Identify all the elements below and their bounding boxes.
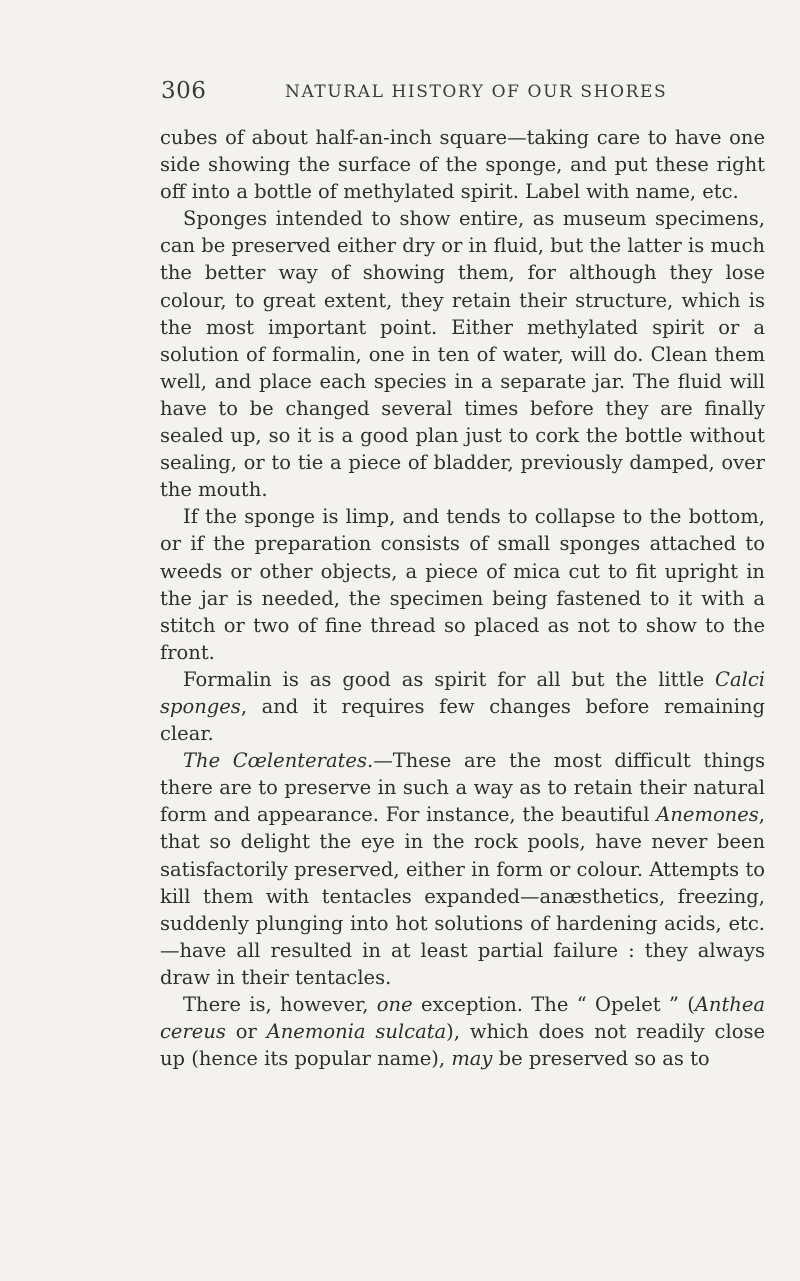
paragraph-text: ), which does not readily close up (hence its popular name), [160, 1020, 765, 1071]
italic-term-anemonia-sulcata: Anemonia sulcata [266, 1020, 447, 1044]
section-heading-coelenterates: The Cœlenterates. [183, 749, 374, 773]
page-body [160, 124, 765, 1072]
paragraph-text: exception. The “ Opelet ” ( [412, 993, 695, 1016]
italic-term-calci-sponges: Calci sponges [160, 667, 765, 718]
italic-emphasis-may: may [451, 1047, 493, 1071]
running-head: NATURAL HISTORY OF OUR SHORES [285, 82, 668, 102]
italic-emphasis-one: one [376, 993, 413, 1016]
paragraph-coelenterates [160, 747, 765, 991]
paragraph-text: There is, however, [183, 993, 377, 1016]
paragraph-opelet [160, 991, 765, 1072]
paragraph-text: be preserved so as to [492, 1047, 710, 1071]
paragraph-text: Formalin is as good as spirit for all but the little [183, 667, 716, 691]
paragraph-text: —These are the most difficult things there are to preserve in such a way as to retain their natural form and appearance. For instance, the beautiful [160, 749, 766, 827]
page-header [0, 78, 800, 108]
paragraph-text: , and it requires few changes before remaining clear. [160, 694, 765, 746]
paragraph-museum-specimens: Sponges intended to show entire, as museum specimens, can be preserved either dry or in fluid, but the latter is much the better way of showing them, for although they lose colour, to great extent, they retain their structure, which is the most important point. Either methylated spirit or a solution of formalin, one in ten of water, will do. Clean them well, and place each species in a separate jar. The fluid will have to be changed several times before they are finally sealed up, so it is a good plan just to cork the bottle without sealing, or to tie a piece of bladder, previously damped, over the mouth. [160, 207, 765, 502]
paragraph-continuation: cubes of about half-an-inch square—taking care to have one side showing the surface of the sponge, and put these right off into a bottle of methylated spirit. Label with name, etc. [160, 126, 765, 204]
paragraph-text: or [225, 1020, 267, 1044]
italic-term-anemones: Anemones [656, 803, 759, 827]
page-number: 306 [161, 78, 207, 104]
italic-term-anthea-cereus: Anthea cereus [160, 993, 766, 1044]
paragraph-limp-sponge: If the sponge is limp, and tends to collapse to the bottom, or if the preparation consists of small sponges attached to weeds or other objects, a piece of mica cut to fit upright in the jar is needed, the specimen being fastened to it with a stitch or two of fine thread so placed as not to show to the front. [160, 505, 765, 664]
paragraph-text: , that so delight the eye in the rock pools, have never been satisfactorily preserved, either in form or colour. Attempts to kill them with tentacles expanded—anæsthetics, freezing, suddenly plunging into hot solutions of hardening acids, etc.—have all resulted in at least partial failure : they always draw in their tentacles. [160, 803, 765, 989]
paragraph-formalin [160, 666, 765, 747]
